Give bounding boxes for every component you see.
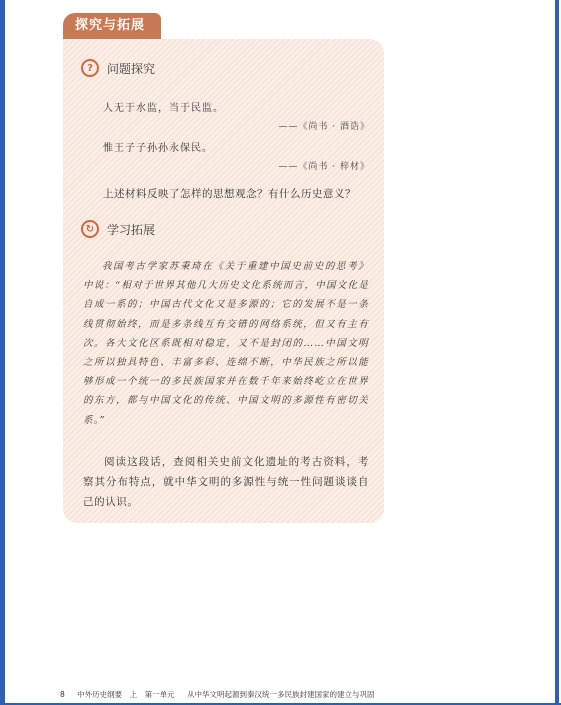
lightbulb-question-icon: ? [81,59,99,77]
problem-heading-label: 问题探究 [107,61,156,76]
problem-quote-1: 人无于水监，当于民监。 [103,103,224,114]
problem-source-2: ——《尚书 · 梓材》 [278,162,370,172]
extension-quote-paragraph: 我国考古学家苏秉琦在《关于重建中国史前史的思考》中说：“相对于世界其他几大历史文化系统而言，中国文化是自成一系的；中国古代文化又是多源的；它的发展不是一条线贯彻始终，而是多条线互有交错的网络系统，但又有主有次。各大文化区系既相对稳定，又不是封闭的……中国文明之所以独具特色、丰富多彩、连绵不断，中华民族之所以能够形成一个统一的多民族国家并在数千年来始终屹立在世界的东方，都与中国文化的传统、中国文明的多源性有密切关系。” [83,261,369,426]
problem-source-1: ——《尚书 · 酒诰》 [278,122,370,132]
section-tab-title: 探究与拓展 [63,13,161,39]
problem-quote-2: 惟王子子孙孙永保民。 [103,143,213,154]
problem-heading [81,59,155,77]
footer-book-title: 中外历史纲要 上 第一单元 [77,690,175,699]
extension-task-paragraph: 阅读这段话，查阅相关史前文化遗址的考古资料，考察其分布特点，就中华文明的多源性与统一性问题谈谈自己的认识。 [83,456,369,508]
extension-heading-label: 学习拓展 [107,222,156,237]
page-edge-left [0,0,5,705]
extension-heading [81,220,155,238]
page-number: 8 [60,690,65,699]
page-footer [60,689,385,700]
problem-question: 上述材料反映了怎样的思想观念？有什么历史意义？ [103,188,356,200]
page-edge-right [555,0,559,705]
circular-arrow-icon: ↻ [81,220,99,238]
footer-unit-title: 从中华文明起源到秦汉统一多民族封建国家的建立与巩固 [187,690,375,699]
